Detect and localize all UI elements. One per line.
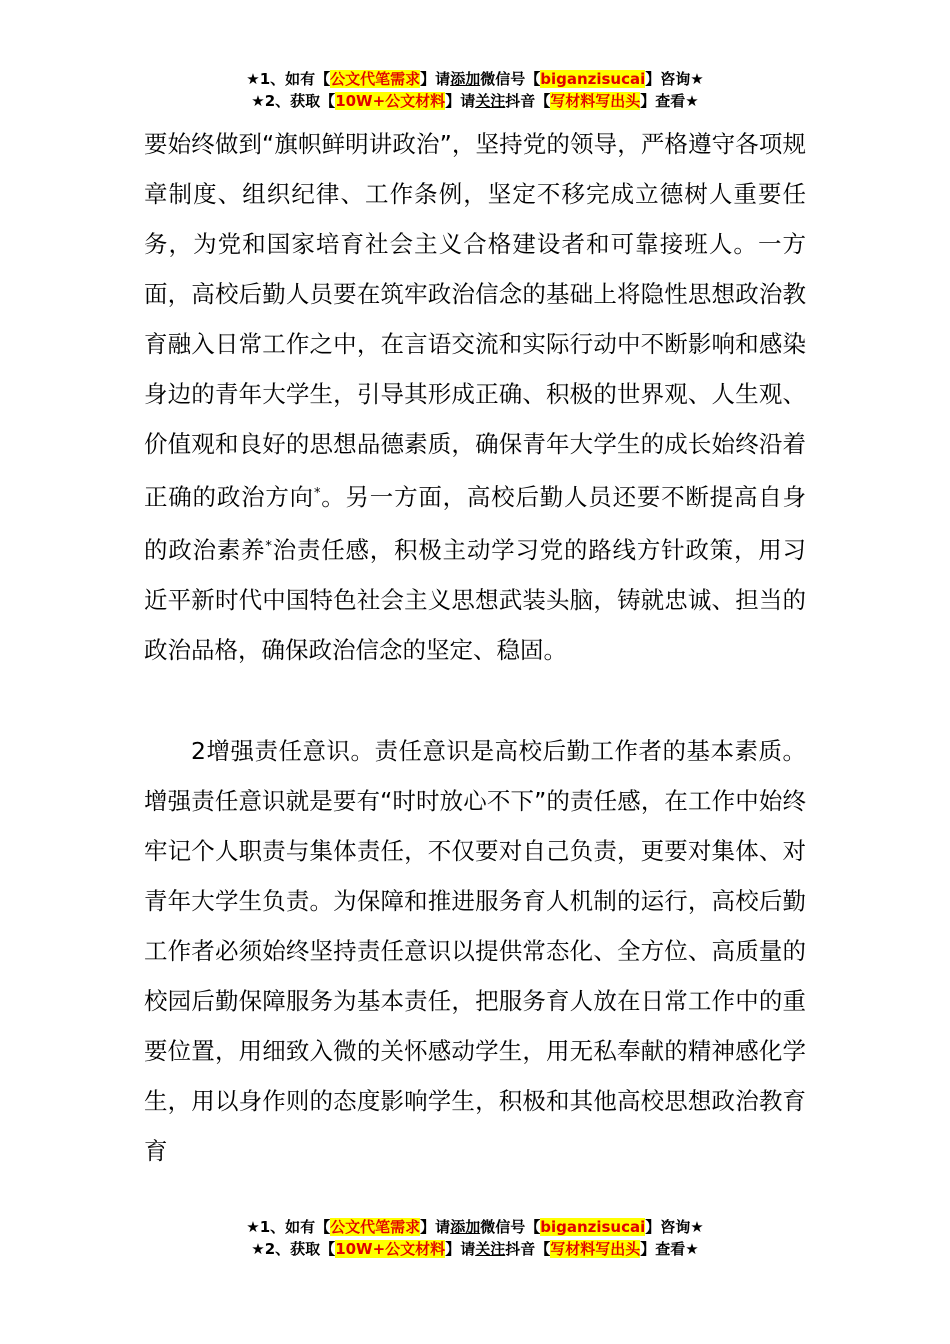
banner-text: 】查看★ [640,1240,699,1258]
header-banner [0,68,950,112]
banner-text: 】查看★ [640,92,699,110]
banner-underline: 关注 [475,1240,506,1258]
banner-text: 】请 [420,70,451,88]
banner-highlight: 公文代笔需求 [330,1218,421,1236]
footnote-marker: * [313,486,321,501]
banner-highlight: 10W+公文材料 [335,1240,446,1258]
paragraph-text: 2增强责任意识。责任意识是高校后勤工作者的基本素质。增强责任意识就是要有“时时放心不下”的责任感，在工作中始终牢记个人职责与集体责任，不仅要对自己负责，更要对集体、对青年大学生负责。为保障和推进服务育人机制的运行，高校后勤工作者必须始终坚持责任意识以提供常态化、全方位、高质量的校园后勤保障服务为基本责任，把服务育人放在日常工作中的重要位置，用细致入微的关怀感动学生，用无私奉献的精神感化学生，用以身作则的态度影响学生，积极和其他高校思想政治教育育 [144,737,806,1165]
banner-highlight: 10W+公文材料 [335,92,446,110]
banner-line-2 [0,90,950,112]
paragraph-2 [144,726,806,1176]
banner-text: 抖音【 [505,1240,551,1258]
banner-highlight: biganzisucai [540,70,646,88]
banner-text: 】请 [445,92,476,110]
paragraph-text: 要始终做到“旗帜鲜明讲政治”，坚持党的领导，严格遵守各项规章制度、组织纪律、工作条例，坚定不移完成立德树人重要任务，为党和国家培育社会主义合格建设者和可靠接班人。一方面，高校后勤人员要在筑牢政治信念的基础上将隐性思想政治教育融入日常工作之中，在言语交流和实际行动中不断影响和感染身边的青年大学生，引导其形成正确、积极的世界观、人生观、价值观和良好的思想品德素质，确保青年大学生的成长始终沿着正确的政治方向 [144,130,806,511]
banner-text: ★1、如有【 [246,70,331,88]
banner-text: ★1、如有【 [246,1218,331,1236]
document-body [144,119,806,1176]
banner-text: ★2、获取【 [251,92,336,110]
paragraph-text: 治责任感，积极主动学习党的路线方针政策，用习近平新时代中国特色社会主义思想武装头脑，铸就忠诚、担当的政治品格，确保政治信念的坚定、稳固。 [144,536,807,664]
banner-text: 】咨询★ [645,1218,704,1236]
banner-underline: 添加 [450,1218,481,1236]
banner-text: 微信号【 [480,1218,541,1236]
banner-underline: 关注 [475,92,506,110]
banner-text: 】请 [420,1218,451,1236]
banner-line-1 [0,68,950,90]
banner-underline: 添加 [450,70,481,88]
banner-text: ★2、获取【 [251,1240,336,1258]
banner-highlight: 写材料写出头 [550,1240,641,1258]
banner-text: 微信号【 [480,70,541,88]
paragraph-1 [144,119,806,675]
banner-line-2 [0,1238,950,1260]
banner-highlight: biganzisucai [540,1218,646,1236]
banner-text: 】咨询★ [645,70,704,88]
footnote-marker: * [265,539,272,554]
banner-highlight: 写材料写出头 [550,92,641,110]
banner-line-1 [0,1216,950,1238]
banner-text: 抖音【 [505,92,551,110]
banner-highlight: 公文代笔需求 [330,70,421,88]
banner-text: 】请 [445,1240,476,1258]
footer-banner [0,1216,950,1260]
paragraph-text: 。另一方面，高校后勤人员还要不断提高自身的政治素养 [144,483,807,564]
